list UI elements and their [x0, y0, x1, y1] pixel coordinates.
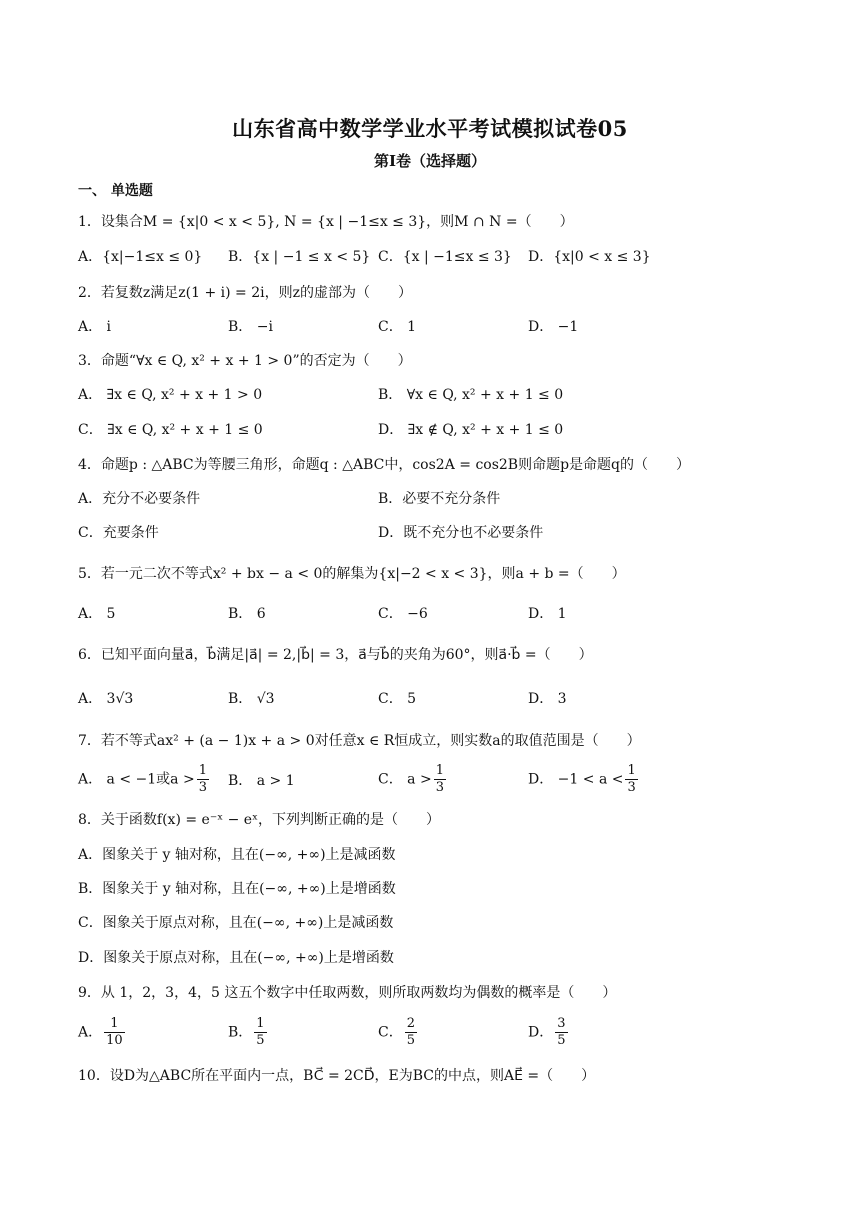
fraction [197, 763, 209, 796]
question-6-stem: 6．已知平面向量a⃗，b⃗满足|a⃗| = 2,|b⃗| = 3，a⃗与b⃗的夹角为60°，则a⃗·b⃗ =（ ） [78, 647, 593, 663]
fraction [254, 1016, 266, 1049]
question-2-option-d: D． −1 [528, 319, 579, 335]
fraction-numerator: 3 [557, 1016, 566, 1031]
question-7-option-a-text: A． a < −1或a > [78, 771, 195, 788]
fraction-numerator: 1 [435, 763, 444, 778]
question-9-option-b-text: B． [228, 1024, 253, 1041]
question-1-option-c: C．{x | −1≤x ≤ 3} [378, 249, 512, 265]
question-9-option-d [528, 1016, 568, 1049]
fraction [625, 763, 637, 796]
question-1-option-a: A．{x|−1≤x ≤ 0} [78, 249, 203, 265]
question-1-option-b: B．{x | −1 ≤ x < 5} [228, 249, 371, 265]
question-8-option-d: D．图象关于原点对称，且在(−∞, +∞)上是增函数 [78, 950, 394, 966]
question-7-option-d-text: D． −1 < a < [528, 771, 624, 788]
question-5-option-d: D． 1 [528, 606, 567, 622]
question-4-stem: 4．命题p : △ABC为等腰三角形，命题q : △ABC中，cos2A = cos2B则命题p是命题q的（ ） [78, 457, 691, 473]
fraction-denominator: 5 [256, 1033, 265, 1048]
question-2-stem: 2．若复数z满足z(1 + i) = 2i，则z的虚部为（ ） [78, 285, 412, 301]
fraction-denominator: 3 [627, 780, 636, 795]
question-9-option-c-text: C． [378, 1024, 403, 1041]
exam-title: 山东省高中数学学业水平考试模拟试卷05 [232, 116, 628, 141]
fraction-denominator: 3 [198, 780, 207, 795]
question-6-option-d: D． 3 [528, 691, 567, 707]
question-9-option-a-text: A． [78, 1024, 103, 1041]
fraction [434, 763, 446, 796]
question-5-option-b: B． 6 [228, 606, 266, 622]
question-2-option-a: A． i [78, 319, 112, 335]
paper-subtitle: 第Ⅰ卷（选择题） [373, 152, 487, 170]
fraction-numerator: 1 [104, 1016, 125, 1033]
question-6-option-c: C． 5 [378, 691, 417, 707]
question-3-option-c: C． ∃x ∈ Q, x² + x + 1 ≤ 0 [78, 422, 263, 438]
fraction-numerator: 1 [198, 763, 207, 778]
fraction [555, 1016, 567, 1049]
question-9-option-d-text: D． [528, 1024, 554, 1041]
fraction-numerator: 2 [406, 1016, 415, 1031]
question-5-stem: 5．若一元二次不等式x² + bx − a < 0的解集为{x|−2 < x < 3}，则a + b =（ ） [78, 566, 626, 582]
question-9-option-b [228, 1016, 267, 1049]
question-6-option-a: A． 3√3 [78, 691, 134, 707]
question-3-option-a: A． ∃x ∈ Q, x² + x + 1 > 0 [78, 387, 263, 403]
question-2-option-b: B． −i [228, 319, 273, 335]
question-8-stem: 8．关于函数f(x) = e⁻ˣ − eˣ，下列判断正确的是（ ） [78, 812, 440, 828]
question-6-option-b: B． √3 [228, 691, 275, 707]
question-3-stem: 3．命题“∀x ∈ Q, x² + x + 1 > 0”的否定为（ ） [78, 353, 412, 369]
question-3-option-b: B． ∀x ∈ Q, x² + x + 1 ≤ 0 [378, 387, 564, 403]
fraction-denominator: 3 [435, 780, 444, 795]
fraction [104, 1016, 125, 1049]
question-1-stem: 1．设集合M = {x|0 < x < 5}, N = {x | −1≤x ≤ 3}，则M ∩ N =（ ） [78, 214, 574, 230]
question-9-stem: 9．从 1，2，3，4，5 这五个数字中任取两数，则所取两数均为偶数的概率是（ ） [78, 985, 617, 1001]
question-9-option-a [78, 1016, 125, 1049]
question-7-stem: 7．若不等式ax² + (a − 1)x + a > 0对任意x ∈ R恒成立，则实数a的取值范围是（ ） [78, 733, 641, 749]
question-7-option-c [378, 763, 446, 796]
question-1-option-d: D．{x|0 < x ≤ 3} [528, 249, 651, 265]
question-7-option-a [78, 763, 209, 796]
question-3-option-d: D． ∃x ∉ Q, x² + x + 1 ≤ 0 [378, 422, 564, 438]
question-9-option-c [378, 1016, 417, 1049]
question-5-option-a: A． 5 [78, 606, 116, 622]
question-7-option-c-text: C． a > [378, 771, 432, 788]
question-2-option-c: C． 1 [378, 319, 417, 335]
question-7-option-d [528, 763, 638, 796]
question-8-option-c: C．图象关于原点对称，且在(−∞, +∞)上是减函数 [78, 915, 394, 931]
fraction [405, 1016, 417, 1049]
question-4-option-a: A．充分不必要条件 [78, 491, 201, 507]
fraction-numerator: 1 [627, 763, 636, 778]
question-8-option-a: A．图象关于 y 轴对称，且在(−∞, +∞)上是减函数 [78, 847, 396, 863]
question-10-stem: 10．设D为△ABC所在平面内一点，BC⃗ = 2CD⃗，E为BC的中点，则AE⃗ =（ ） [78, 1068, 596, 1084]
section-heading: 一、 单选题 [78, 183, 153, 199]
fraction-denominator: 10 [106, 1033, 123, 1048]
question-8-option-b: B．图象关于 y 轴对称，且在(−∞, +∞)上是增函数 [78, 881, 396, 897]
fraction-denominator: 5 [406, 1033, 415, 1048]
question-5-option-c: C． −6 [378, 606, 428, 622]
question-4-option-d: D．既不充分也不必要条件 [378, 525, 544, 541]
fraction-numerator: 1 [256, 1016, 265, 1031]
question-4-option-b: B．必要不充分条件 [378, 491, 501, 507]
question-4-option-c: C．充要条件 [78, 525, 159, 541]
question-7-option-b: B． a > 1 [228, 773, 295, 789]
fraction-denominator: 5 [557, 1033, 566, 1048]
